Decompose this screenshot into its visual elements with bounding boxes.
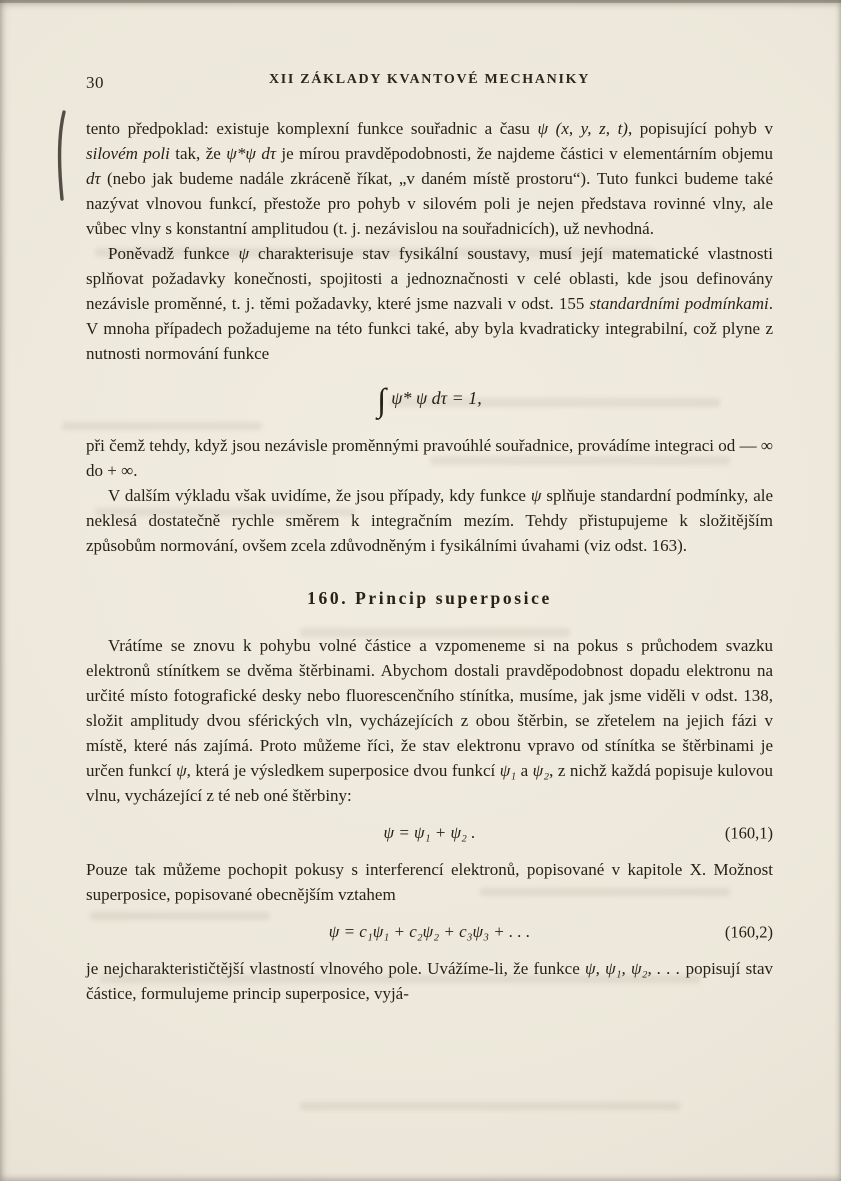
running-header-title: XII ZÁKLADY KVANTOVÉ MECHANIKY	[268, 72, 591, 87]
text-segment: je nejcharakterističtější vlastností vlnového pole. Uvážíme-li, že funkce	[86, 959, 586, 978]
equation-160-1	[86, 820, 773, 845]
text-segment: ψ	[530, 486, 542, 505]
paragraph-ponevadz	[86, 241, 773, 366]
paragraph-pouze-tak	[86, 857, 773, 907]
scan-edge-artifact	[0, 0, 841, 3]
text-segment: tento předpoklad: existuje komplexní funkce souřadnic a času	[86, 119, 538, 138]
paragraph-vratime	[86, 633, 773, 808]
text-segment: ψ	[176, 761, 187, 780]
equation-normalization	[86, 378, 773, 421]
text-segment: , která je výsledkem superposice dvou funkcí	[186, 761, 500, 780]
integral-sign: ∫	[377, 383, 387, 419]
text-segment: , z nichž každá popisuje kulovou vlnu, vycházející z té neb oné štěrbiny:	[86, 761, 774, 805]
text-segment: , popisující pohyb v	[627, 119, 773, 138]
paragraph-predpoklad	[86, 116, 773, 241]
text-segment: silovém poli	[86, 144, 170, 163]
text-segment: ψ*ψ dτ	[226, 144, 276, 163]
running-head	[86, 72, 773, 92]
paragraph-v-dalsim	[86, 483, 773, 558]
text-segment: Poněvadž funkce	[108, 244, 239, 263]
text-segment: (nebo jak budeme nadále zkráceně říkat, „v daném místě prostoru“). Tuto funkci budeme také nazývat vlnovou funkcí, přestože pro pohyb v silovém poli je nejen představa rovinné vlny, ale vůbec vlny s konstantní amplitudou (t. j. nezávislou na souřadnicích), už nevhodná.	[86, 169, 773, 238]
text-segment: a	[516, 761, 533, 780]
page-number: 30	[86, 73, 104, 92]
equation-body: ψ = c₁ψ₁ + c₂ψ₂ + c₃ψ₃ + . . .	[328, 922, 531, 941]
equation-body: ψ* ψ dτ = 1,	[391, 388, 482, 408]
text-segment: tak, že	[169, 144, 227, 163]
pen-mark-artifact	[54, 108, 72, 208]
text-segment: ψ (x, y, z, t)	[537, 119, 628, 138]
equation-body: ψ = ψ₁ + ψ₂ .	[383, 823, 476, 842]
bleed-through-artifact	[300, 1102, 680, 1110]
section-heading: 160. Princip superposice	[307, 588, 552, 608]
text-segment: ψ₂	[532, 761, 550, 780]
equation-160-2	[86, 919, 773, 944]
text-segment: standardními podmínkami	[589, 294, 769, 313]
text-segment: charakterisuje stav fysikální soustavy, musí její matematické vlastnosti splňovat požadavky konečnosti, spojitosti a jednoznačnosti v celé oblasti, kde jsou definovány nezávisle proměnné, t. j. těmi požadavky, které jsme nazvali v odst. 155	[86, 244, 773, 313]
text-segment: Pouze tak můžeme pochopit pokusy s interferencí elektronů, popisované v kapitole X. Možnost superposice, popisované obecnějším vztahem	[86, 860, 773, 904]
text-segment: popisují stav částice, formulujeme princip superposice, vyjá-	[86, 959, 773, 1003]
text-segment: ψ, ψ₁, ψ₂, . . .	[585, 959, 681, 978]
paragraph-je-nejcharakteristictejsi	[86, 956, 773, 1006]
pen-mark-stroke	[54, 108, 72, 203]
text-segment: ψ₁	[499, 761, 517, 780]
equation-number: (160,1)	[724, 823, 773, 842]
text-segment: ψ	[238, 244, 249, 263]
equation-number: (160,2)	[724, 922, 773, 941]
text-segment: Vrátíme se znovu k pohybu volné částice a vzpomeneme si na pokus s průchodem svazku elektronů stínítkem se dvěma štěrbinami. Abychom dostali pravděpodobnost dopadu elektronu na určité místo fotografické desky nebo fluorescenčního stínítka, musíme, jak jsme viděli v odst. 138, složit amplitudy dvou sférických vln, vycházejících z obou štěrbin, se zřetelem na jejich fázi v místě, které nás zajímá. Proto můžeme říci, že stav elektronu vpravo od stínítka se štěrbinami je určen funkcí	[86, 636, 773, 780]
text-segment: V dalším výkladu však uvidíme, že jsou případy, kdy funkce	[108, 486, 531, 505]
text-segment: při čemž tehdy, když jsou nezávisle proměnnými pravoúhlé souřadnice, provádíme integraci od — ∞ do + ∞.	[86, 436, 773, 480]
text-segment: . V mnoha případech požadujeme na této funkci také, aby byla kvadraticky integrabilní, což plyne z nutnosti normování funkce	[86, 294, 774, 363]
text-segment: je mírou pravděpodobnosti, že najdeme částici v elementárním objemu	[275, 144, 773, 163]
paragraph-pri-cemz	[86, 433, 773, 483]
text-block	[86, 116, 773, 1006]
text-segment: splňuje standardní podmínky, ale neklesá dostatečně rychle směrem k integračním mezím. Tehdy přistupujeme k složitějším způsobům normování, ovšem zcela zdůvodněným i fysikálními úvahami (viz odst. 163).	[86, 486, 774, 555]
text-segment: dτ	[86, 169, 101, 188]
